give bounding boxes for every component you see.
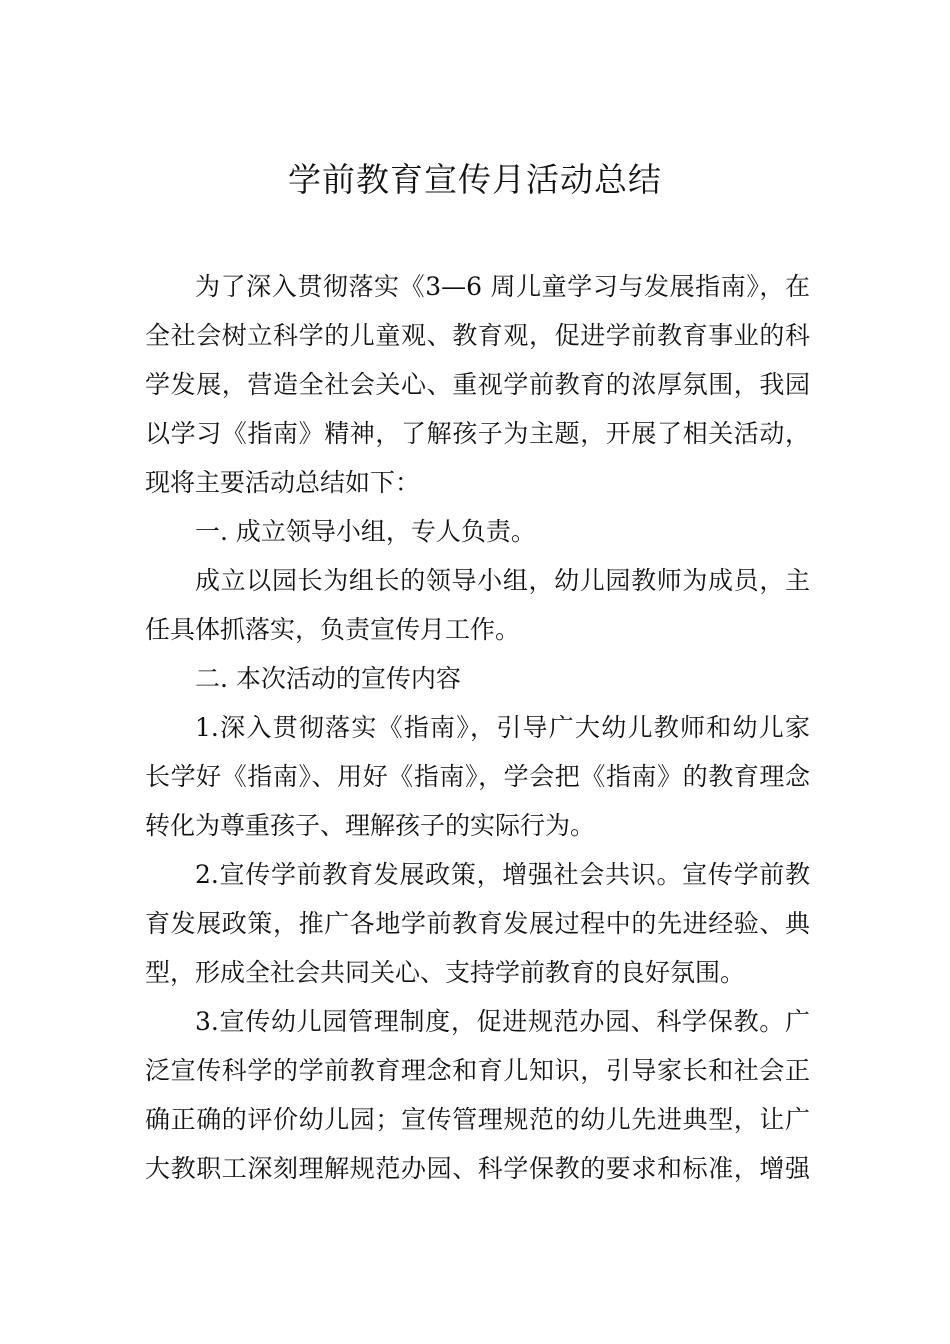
text-line: 2.宣传学前教育发展政策，增强社会共识。宣传学前教 — [195, 860, 810, 889]
text-line: 确正确的评价幼儿园；宣传管理规范的幼儿先进典型，让广 — [145, 1105, 810, 1134]
text-line: 学发展，营造全社会关心、重视学前教育的浓厚氛围，我园 — [145, 370, 810, 399]
text-line: 成立以园长为组长的领导小组，幼儿园教师为成员，主 — [195, 566, 810, 595]
text-line: 长学好《指南》、用好《指南》，学会把《指南》的教育理念 — [145, 762, 810, 791]
text-line: 现将主要活动总结如下： — [145, 468, 421, 497]
text-line: 一. 成立领导小组，专人负责。 — [195, 517, 536, 546]
text-line: 二. 本次活动的宣传内容 — [195, 664, 461, 693]
text-line: 育发展政策，推广各地学前教育发展过程中的先进经验、典 — [145, 909, 810, 938]
text-line: 型，形成全社会共同关心、支持学前教育的良好氛围。 — [145, 958, 746, 987]
document-body — [145, 262, 810, 1193]
text-line: 1.深入贯彻落实《指南》，引导广大幼儿教师和幼儿家 — [195, 713, 810, 742]
text-line: 以学习《指南》精神，了解孩子为主题，开展了相关活动， — [145, 419, 810, 448]
text-line: 泛宣传科学的学前教育理念和育儿知识，引导家长和社会正 — [145, 1056, 810, 1085]
text-line: 为了深入贯彻落实《3—6 周儿童学习与发展指南》，在 — [195, 272, 810, 301]
text-line: 转化为尊重孩子、理解孩子的实际行为。 — [145, 811, 596, 840]
text-line: 3.宣传幼儿园管理制度，促进规范办园、科学保教。广 — [195, 1007, 810, 1036]
text-line: 任具体抓落实，负责宣传月工作。 — [145, 615, 521, 644]
text-line: 全社会树立科学的儿童观、教育观，促进学前教育事业的科 — [145, 321, 810, 350]
document-title: 学前教育宣传月活动总结 — [288, 160, 662, 199]
text-line: 大教职工深刻理解规范办园、科学保教的要求和标准，增强 — [145, 1154, 810, 1183]
